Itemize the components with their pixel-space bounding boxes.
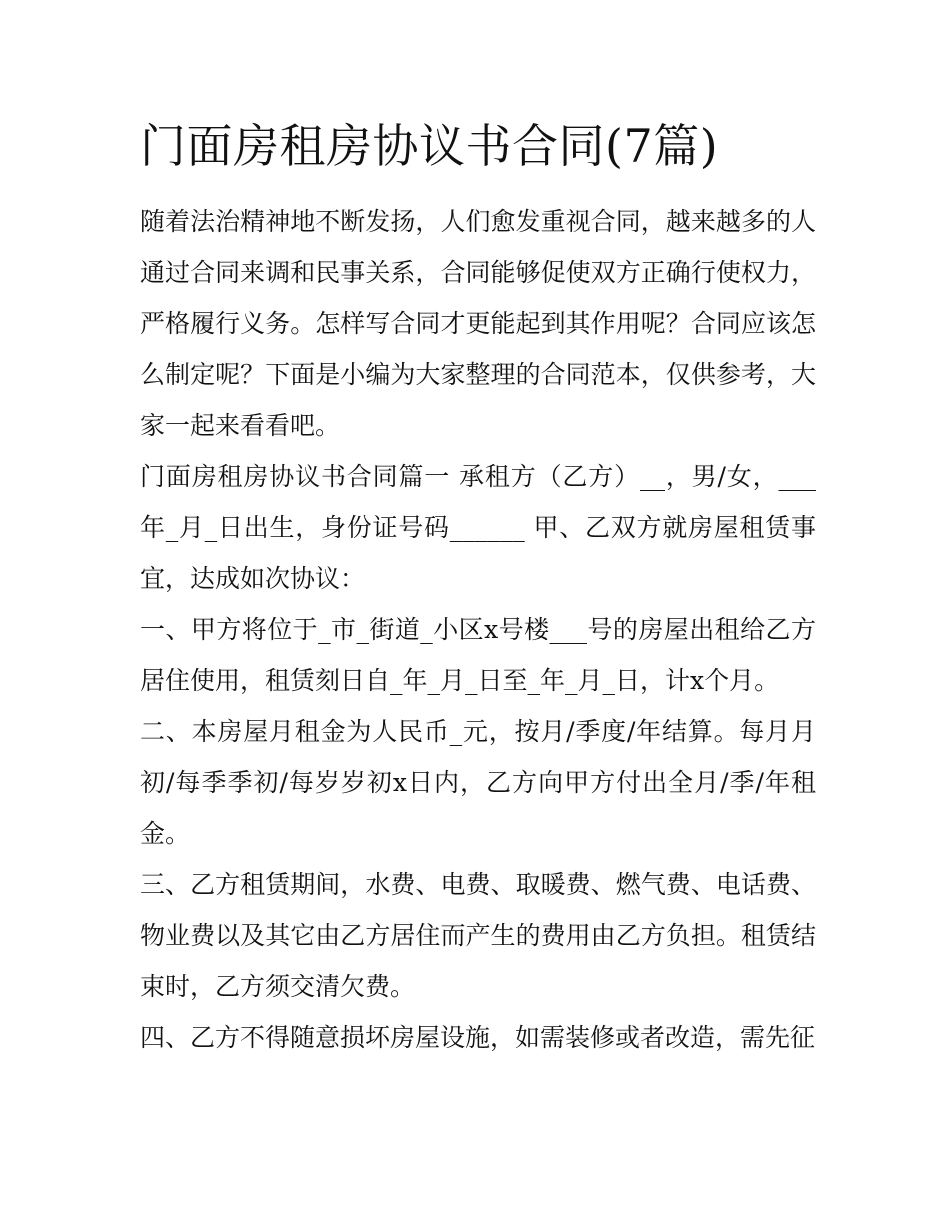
clause-3-paragraph: 三、乙方租赁期间，水费、电费、取暖费、燃气费、电话费、物业费以及其它由乙方居住而产生的费用由乙方负担。租赁结束时，乙方须交清欠费。: [140, 870, 816, 1001]
clause-4-paragraph: 四、乙方不得随意损坏房屋设施，如需装修或者改造，需先征: [140, 1023, 816, 1052]
document-body: [140, 196, 816, 1063]
contract-heading-paragraph: 门面房租房协议书合同篇一 承租方（乙方）__，男/女，___年_月_日出生，身份证号码______ 甲、乙双方就房屋租赁事宜，达成如次协议：: [140, 462, 816, 593]
intro-paragraph: 随着法治精神地不断发扬，人们愈发重视合同，越来越多的人通过合同来调和民事关系，合同能够促使双方正确行使权力，严格履行义务。怎样写合同才更能起到其作用呢？合同应该怎么制定呢？下面是小编为大家整理的合同范本，仅供参考，大家一起来看看吧。: [140, 207, 816, 440]
clause-1-paragraph: 一、甲方将位于_市_街道_小区x号楼___号的房屋出租给乙方居住使用，租赁刻日自_年_月_日至_年_月_日，计x个月。: [140, 615, 816, 695]
clause-2-paragraph: 二、本房屋月租金为人民币_元，按月/季度/年结算。每月月初/每季季初/每岁岁初x日内，乙方向甲方付出全月/季/年租金。: [140, 717, 816, 848]
document-title: 门面房租房协议书合同(7篇): [140, 119, 719, 173]
